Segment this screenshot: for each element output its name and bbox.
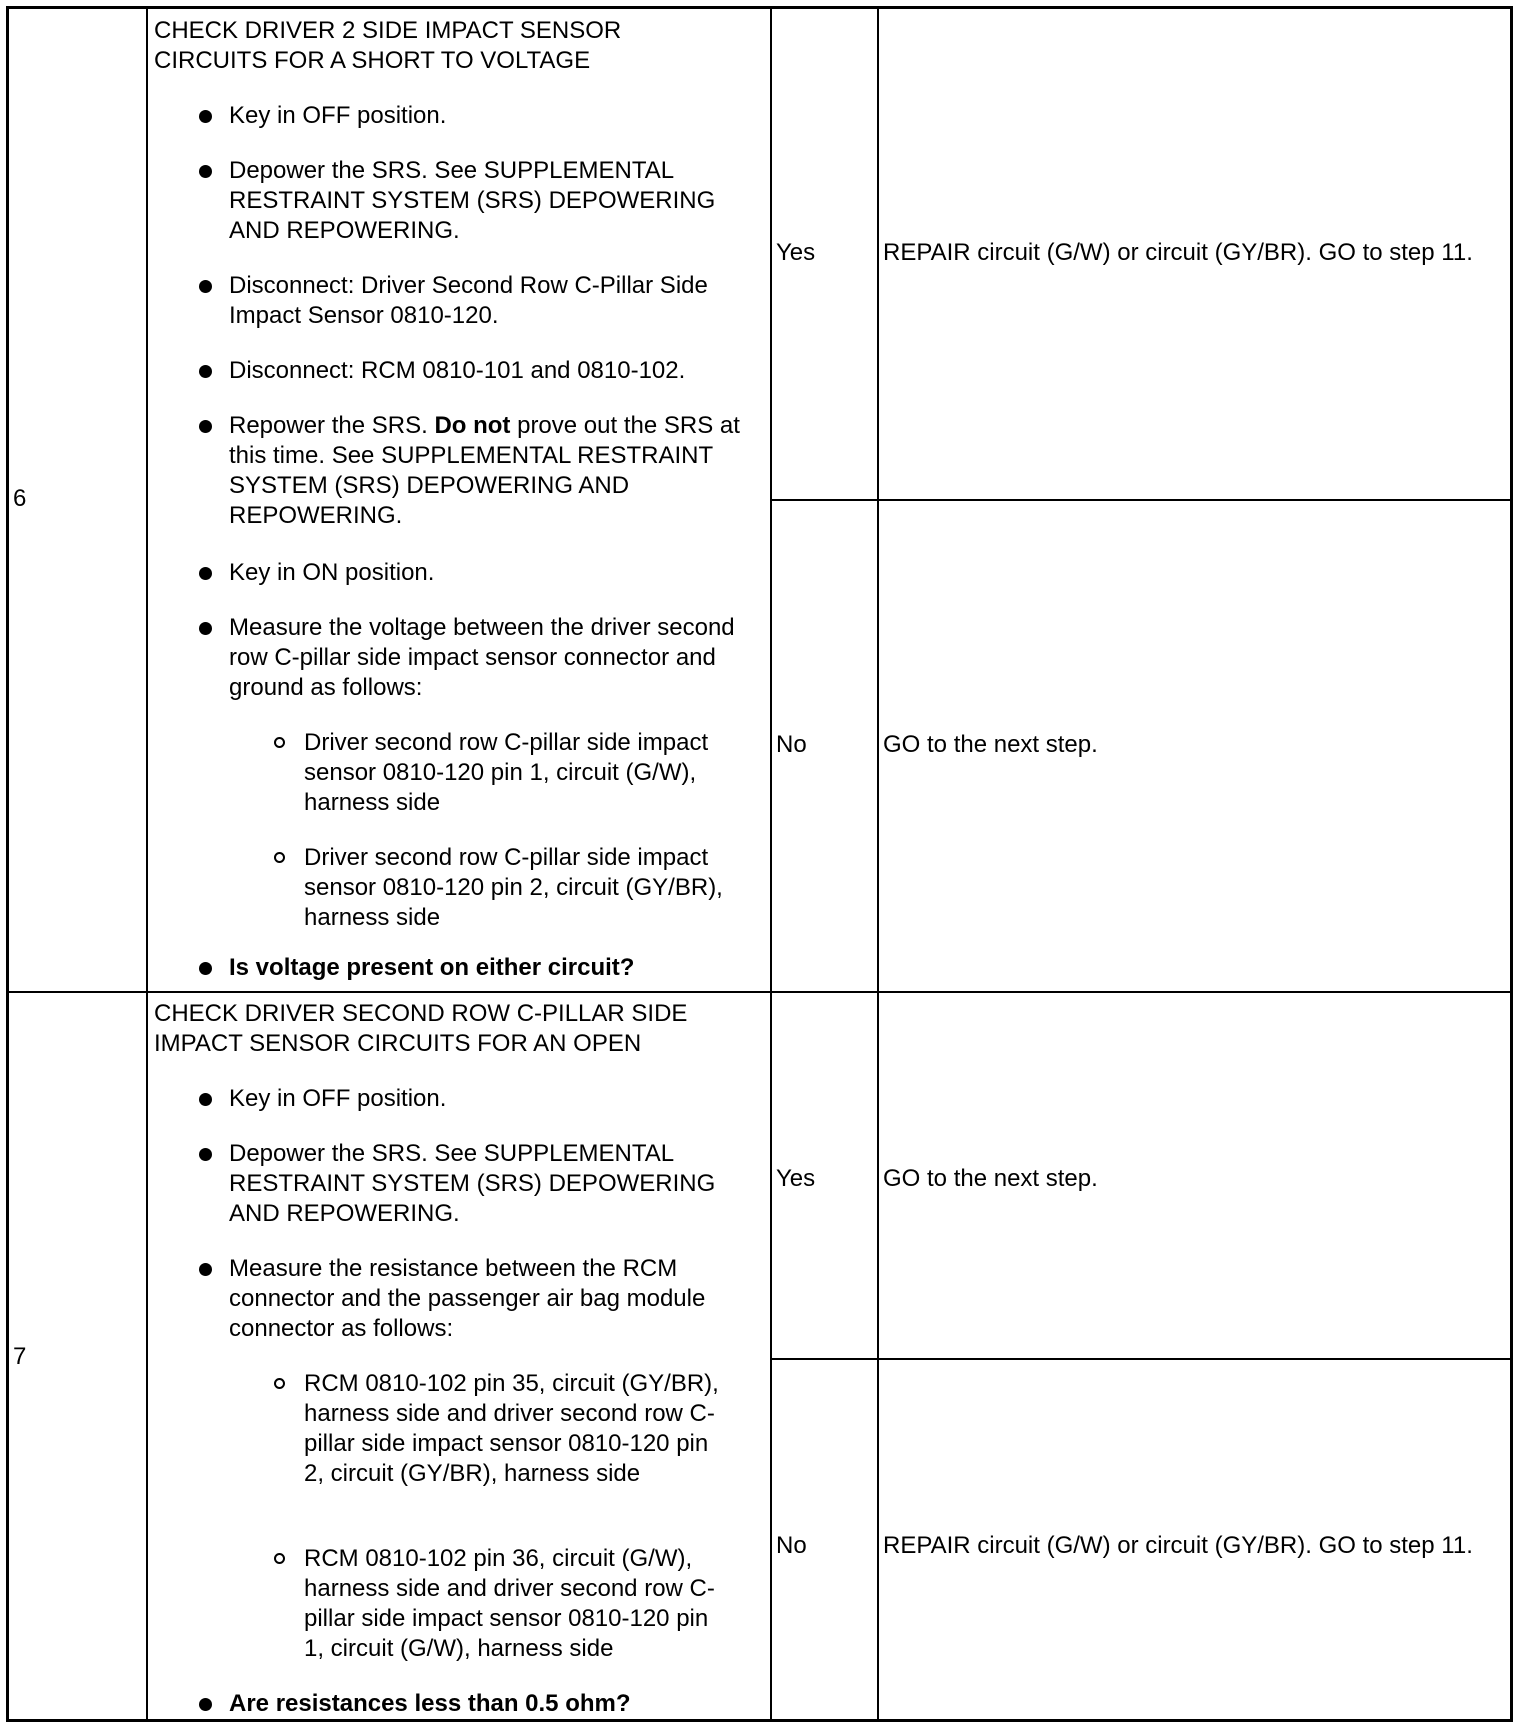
bullet-icon [199,165,212,178]
step-7-yes-label: Yes [776,1165,816,1192]
step-7-title [154,999,754,1059]
step-6-yes-action: REPAIR circuit (G/W) or circuit (GY/BR). GO to step 11. [883,239,1473,266]
step-6-title [154,16,754,76]
bullet-icon [199,622,212,635]
bullet-icon [199,962,212,975]
bullet-icon [199,1263,212,1276]
bullet-icon [199,420,212,433]
bullet-icon [199,1148,212,1161]
step-6-no-label: No [776,731,807,758]
bullet-icon [199,110,212,123]
step-6-title-line2: CIRCUITS FOR A SHORT TO VOLTAGE [154,47,591,74]
row-divider-step-7-result [770,1358,1510,1360]
bullet-icon [199,567,212,580]
step-6-yes-label: Yes [776,239,816,266]
step-7-title-line2: IMPACT SENSOR CIRCUITS FOR AN OPEN [154,1030,642,1057]
step-6-no-action: GO to the next step. [883,731,1098,758]
col-divider-result [877,9,879,1719]
step-6-number: 6 [13,485,27,512]
row-divider-step-7 [9,991,1510,993]
row-divider-step-6-result [770,499,1510,501]
step-6-title-line1: CHECK DRIVER 2 SIDE IMPACT SENSOR [154,17,622,44]
sub-bullet-icon [274,1553,285,1564]
step-7-number: 7 [13,1343,27,1370]
bullet-icon [199,1093,212,1106]
col-divider-step [146,9,148,1719]
sub-bullet-icon [274,1378,285,1389]
step-7-no-label: No [776,1532,807,1559]
sub-bullet-icon [274,737,285,748]
step-7-yes-action: GO to the next step. [883,1165,1098,1192]
bullet-icon [199,365,212,378]
bullet-icon [199,280,212,293]
sub-bullet-icon [274,852,285,863]
step-7-title-line1: CHECK DRIVER SECOND ROW C-PILLAR SIDE [154,1000,688,1027]
col-divider-procedure [770,9,772,1719]
diagnostic-table: 6 CHECK DRIVER 2 SIDE IMPACT SENSOR CIRCUITS FOR A SHORT TO VOLTAGE Key in OFF position. Depower the SRS. See SUPPLEMENTAL RESTRAINT SYSTEM (SRS) DEPOWERING AND REPOWERING. Disconnect: Driver Second Row C-Pillar Side Impact Sensor 0810-120. Disconnect: RCM 0810-101 and 0810-102. Repower the SRS. Do not prove out the SRS at this time. See SUPPLEMENTAL RESTRAINT SYSTEM (SRS) DEPOWERING AND REPOWERING. Key in ON position. Measure the voltage between the driver second row C-pillar side impact sensor connector and ground as follows: Driver second row C-pillar side impact sensor 0810-120 pin 1, circuit (G/W), harness side Driver second row C-pillar side impact sensor 0810-120 pin 2, circuit (GY/BR), harness side Is voltage present on either circuit? Yes REPAIR circuit (G/W) or circuit (GY/BR). GO to step 11. No GO to the next step. 7 CHECK DRIVER SECOND ROW C-PILLAR SIDE IMPACT SENSOR CIRCUITS FOR AN OPEN Key in OFF position. Depower the SRS. See SUPPLEMENTAL RESTRAINT SYSTEM (SRS) DEPOWERING AND REPOWERING. Measure the resistance between the RCM connector and the passenger air bag module connector as follows: RCM 0810-102 pin 35, circuit (GY/BR), harness side and driver second row C-pillar side impact sensor 0810-120 pin 2, circuit (GY/BR), harness side RCM 0810-102 pin 36, circuit (G/W), harness side and driver second row C-pillar side impact sensor 0810-120 pin 1, circuit (G/W), harness side Are resistances less than 0.5 ohm? Yes GO to the next step. No REPAIR circuit (G/W) or circuit (GY/BR). GO to step 11. [6,6,1513,1722]
step-7-no-action: REPAIR circuit (G/W) or circuit (GY/BR). GO to step 11. [883,1532,1473,1559]
bullet-icon [199,1698,212,1711]
